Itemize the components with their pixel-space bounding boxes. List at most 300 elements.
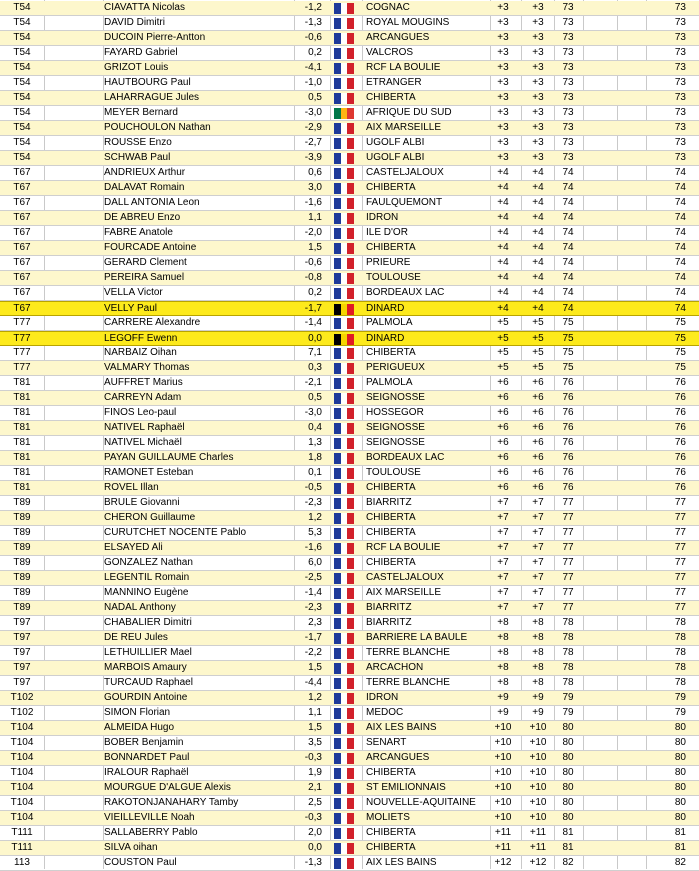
table-row [0, 331, 699, 346]
total-score-cell: 78 [674, 632, 686, 643]
club-cell: BIARRITZ [366, 497, 412, 508]
position-cell: T97 [13, 662, 31, 673]
club-cell: TOULOUSE [366, 272, 421, 283]
total-to-par-cell: +10 [529, 767, 547, 778]
round-score-cell: 80 [562, 797, 574, 808]
handicap-cell: -4,1 [304, 62, 322, 73]
table-row [0, 676, 699, 691]
club-cell: AIX LES BAINS [366, 722, 437, 733]
total-to-par-cell: +3 [532, 47, 544, 58]
handicap-cell: -2,0 [304, 227, 322, 238]
total-to-par-cell: +7 [532, 542, 544, 553]
position-cell: T102 [10, 692, 34, 703]
club-cell: PALMOLA [366, 317, 413, 328]
total-score-cell: 73 [674, 32, 686, 43]
round-to-par-cell: +5 [497, 333, 509, 344]
player-name-cell: BRULE Giovanni [104, 497, 180, 508]
table-row [0, 661, 699, 676]
round-score-cell: 81 [562, 842, 574, 853]
round-score-cell: 80 [562, 752, 574, 763]
round-to-par-cell: +7 [497, 527, 509, 538]
table-row [0, 481, 699, 496]
total-score-cell: 79 [674, 707, 686, 718]
flag-icon [334, 78, 354, 89]
round-score-cell: 74 [562, 167, 574, 178]
position-cell: T89 [13, 542, 31, 553]
player-name-cell: DALL ANTONIA Leon [104, 197, 200, 208]
round-to-par-cell: +8 [497, 662, 509, 673]
total-score-cell: 82 [674, 857, 686, 868]
club-cell: IDRON [366, 692, 399, 703]
player-name-cell: GRIZOT Louis [104, 62, 169, 73]
position-cell: T54 [13, 107, 31, 118]
round-to-par-cell: +8 [497, 647, 509, 658]
player-name-cell: PAYAN GUILLAUME Charles [104, 452, 234, 463]
handicap-cell: 0,4 [308, 422, 322, 433]
round-to-par-cell: +3 [497, 137, 509, 148]
position-cell: T77 [13, 333, 31, 344]
total-to-par-cell: +3 [532, 32, 544, 43]
flag-icon [334, 483, 354, 494]
round-score-cell: 77 [562, 602, 574, 613]
round-to-par-cell: +5 [497, 317, 509, 328]
player-name-cell: VIEILLEVILLE Noah [104, 812, 195, 823]
flag-icon [334, 423, 354, 434]
table-row [0, 841, 699, 856]
round-score-cell: 73 [562, 77, 574, 88]
position-cell: T81 [13, 377, 31, 388]
round-score-cell: 74 [562, 303, 574, 314]
flag-icon [334, 453, 354, 464]
total-to-par-cell: +6 [532, 407, 544, 418]
club-cell: AFRIQUE DU SUD [366, 107, 452, 118]
player-name-cell: DALAVAT Romain [104, 182, 185, 193]
total-score-cell: 80 [674, 812, 686, 823]
table-row [0, 151, 699, 166]
position-cell: T81 [13, 422, 31, 433]
round-score-cell: 76 [562, 437, 574, 448]
handicap-cell: -1,3 [304, 17, 322, 28]
total-to-par-cell: +6 [532, 467, 544, 478]
position-cell: T54 [13, 137, 31, 148]
round-to-par-cell: +6 [497, 407, 509, 418]
club-cell: ETRANGER [366, 77, 422, 88]
position-cell: T67 [13, 182, 31, 193]
flag-icon [334, 304, 354, 315]
handicap-cell: -2,1 [304, 377, 322, 388]
handicap-cell: 7,1 [308, 347, 322, 358]
club-cell: BIARRITZ [366, 602, 412, 613]
player-name-cell: COUSTON Paul [104, 857, 177, 868]
club-cell: CHIBERTA [366, 527, 416, 538]
club-cell: COGNAC [366, 2, 410, 13]
player-name-cell: FOURCADE Antoine [104, 242, 197, 253]
round-to-par-cell: +10 [494, 812, 512, 823]
club-cell: BIARRITZ [366, 617, 412, 628]
round-to-par-cell: +4 [497, 242, 509, 253]
round-to-par-cell: +10 [494, 737, 512, 748]
flag-icon [334, 378, 354, 389]
total-to-par-cell: +3 [532, 92, 544, 103]
handicap-cell: -1,0 [304, 77, 322, 88]
round-score-cell: 73 [562, 2, 574, 13]
round-to-par-cell: +3 [497, 2, 509, 13]
round-score-cell: 73 [562, 62, 574, 73]
flag-icon [334, 753, 354, 764]
round-score-cell: 73 [562, 92, 574, 103]
total-score-cell: 77 [674, 497, 686, 508]
handicap-cell: -3,0 [304, 407, 322, 418]
total-to-par-cell: +3 [532, 107, 544, 118]
table-row [0, 391, 699, 406]
player-name-cell: ELSAYED Ali [104, 542, 163, 553]
total-to-par-cell: +3 [532, 122, 544, 133]
flag-icon [334, 693, 354, 704]
total-score-cell: 76 [674, 392, 686, 403]
total-score-cell: 73 [674, 107, 686, 118]
club-cell: MEDOC [366, 707, 404, 718]
club-cell: SEIGNOSSE [366, 422, 425, 433]
handicap-cell: 0,1 [308, 467, 322, 478]
round-to-par-cell: +12 [494, 857, 512, 868]
table-row [0, 736, 699, 751]
round-to-par-cell: +10 [494, 722, 512, 733]
handicap-cell: 1,5 [308, 242, 322, 253]
position-cell: T67 [13, 227, 31, 238]
flag-icon [334, 678, 354, 689]
club-cell: DINARD [366, 333, 405, 344]
handicap-cell: 0,5 [308, 392, 322, 403]
total-score-cell: 80 [674, 767, 686, 778]
total-to-par-cell: +10 [529, 752, 547, 763]
table-row [0, 46, 699, 61]
position-cell: T81 [13, 437, 31, 448]
round-to-par-cell: +4 [497, 167, 509, 178]
flag-icon [334, 213, 354, 224]
total-to-par-cell: +5 [532, 347, 544, 358]
handicap-cell: 3,5 [308, 737, 322, 748]
total-to-par-cell: +10 [529, 737, 547, 748]
round-to-par-cell: +10 [494, 752, 512, 763]
handicap-cell: 1,5 [308, 722, 322, 733]
handicap-cell: 0,2 [308, 287, 322, 298]
round-score-cell: 80 [562, 737, 574, 748]
table-row [0, 571, 699, 586]
total-to-par-cell: +11 [529, 842, 547, 853]
table-row [0, 811, 699, 826]
total-score-cell: 75 [674, 317, 686, 328]
flag-icon [334, 33, 354, 44]
position-cell: T104 [10, 767, 34, 778]
total-score-cell: 74 [674, 167, 686, 178]
player-name-cell: MOURGUE D'ALGUE Alexis [104, 782, 231, 793]
round-score-cell: 82 [562, 857, 574, 868]
club-cell: TERRE BLANCHE [366, 647, 450, 658]
player-name-cell: CHERON Guillaume [104, 512, 196, 523]
club-cell: NOUVELLE-AQUITAINE [366, 797, 476, 808]
handicap-cell: -1,7 [304, 303, 322, 314]
table-row [0, 526, 699, 541]
position-cell: T89 [13, 572, 31, 583]
handicap-cell: 2,5 [308, 797, 322, 808]
handicap-cell: -1,7 [304, 632, 322, 643]
round-to-par-cell: +11 [494, 842, 512, 853]
handicap-cell: 0,6 [308, 167, 322, 178]
round-to-par-cell: +3 [497, 47, 509, 58]
table-row [0, 541, 699, 556]
table-row [0, 751, 699, 766]
player-name-cell: NARBAIZ Oihan [104, 347, 177, 358]
handicap-cell: -3,9 [304, 152, 322, 163]
total-to-par-cell: +4 [532, 242, 544, 253]
flag-icon [334, 828, 354, 839]
round-to-par-cell: +5 [497, 362, 509, 373]
round-to-par-cell: +3 [497, 92, 509, 103]
total-to-par-cell: +10 [529, 722, 547, 733]
handicap-cell: -2,2 [304, 647, 322, 658]
flag-icon [334, 18, 354, 29]
handicap-cell: -0,8 [304, 272, 322, 283]
total-score-cell: 80 [674, 797, 686, 808]
flag-icon [334, 663, 354, 674]
player-name-cell: DUCOIN Pierre-Antton [104, 32, 206, 43]
total-score-cell: 74 [674, 287, 686, 298]
club-cell: CASTELJALOUX [366, 572, 444, 583]
club-cell: TOULOUSE [366, 467, 421, 478]
total-score-cell: 78 [674, 662, 686, 673]
total-score-cell: 73 [674, 152, 686, 163]
flag-icon [334, 738, 354, 749]
player-name-cell: BOBER Benjamin [104, 737, 184, 748]
handicap-cell: -0,5 [304, 482, 322, 493]
total-score-cell: 76 [674, 437, 686, 448]
round-score-cell: 74 [562, 227, 574, 238]
total-score-cell: 77 [674, 572, 686, 583]
total-score-cell: 76 [674, 377, 686, 388]
total-score-cell: 75 [674, 362, 686, 373]
total-to-par-cell: +4 [532, 303, 544, 314]
flag-icon [334, 438, 354, 449]
table-row [0, 301, 699, 316]
round-score-cell: 73 [562, 32, 574, 43]
position-cell: T54 [13, 152, 31, 163]
total-to-par-cell: +7 [532, 527, 544, 538]
handicap-cell: 1,2 [308, 512, 322, 523]
table-row [0, 376, 699, 391]
handicap-cell: -2,3 [304, 497, 322, 508]
club-cell: CHIBERTA [366, 512, 416, 523]
total-score-cell: 74 [674, 303, 686, 314]
handicap-cell: -4,4 [304, 677, 322, 688]
flag-icon [334, 558, 354, 569]
table-row [0, 646, 699, 661]
player-name-cell: CHABALIER Dimitri [104, 617, 192, 628]
club-cell: DINARD [366, 303, 405, 314]
club-cell: AIX LES BAINS [366, 857, 437, 868]
table-row [0, 616, 699, 631]
player-name-cell: VALMARY Thomas [104, 362, 190, 373]
total-to-par-cell: +6 [532, 452, 544, 463]
flag-icon [334, 363, 354, 374]
round-to-par-cell: +7 [497, 542, 509, 553]
club-cell: CHIBERTA [366, 182, 416, 193]
total-to-par-cell: +4 [532, 272, 544, 283]
table-row [0, 631, 699, 646]
round-to-par-cell: +10 [494, 767, 512, 778]
position-cell: T67 [13, 272, 31, 283]
round-to-par-cell: +6 [497, 467, 509, 478]
total-score-cell: 80 [674, 722, 686, 733]
round-score-cell: 76 [562, 482, 574, 493]
player-name-cell: SILVA oihan [104, 842, 158, 853]
round-score-cell: 79 [562, 692, 574, 703]
table-row [0, 91, 699, 106]
total-score-cell: 74 [674, 197, 686, 208]
table-row [0, 286, 699, 301]
total-to-par-cell: +10 [529, 812, 547, 823]
player-name-cell: CIAVATTA Nicolas [104, 2, 185, 13]
total-score-cell: 73 [674, 77, 686, 88]
handicap-cell: 5,3 [308, 527, 322, 538]
player-name-cell: BONNARDET Paul [104, 752, 190, 763]
total-score-cell: 77 [674, 557, 686, 568]
table-row [0, 421, 699, 436]
position-cell: T97 [13, 647, 31, 658]
player-name-cell: DE ABREU Enzo [104, 212, 181, 223]
total-to-par-cell: +7 [532, 587, 544, 598]
round-score-cell: 75 [562, 347, 574, 358]
player-name-cell: LETHUILLIER Mael [104, 647, 192, 658]
club-cell: ARCANGUES [366, 32, 430, 43]
total-score-cell: 73 [674, 2, 686, 13]
table-row [0, 1, 699, 16]
total-score-cell: 76 [674, 467, 686, 478]
total-to-par-cell: +7 [532, 512, 544, 523]
total-to-par-cell: +7 [532, 497, 544, 508]
player-name-cell: PEREIRA Samuel [104, 272, 185, 283]
total-to-par-cell: +8 [532, 677, 544, 688]
flag-icon [334, 108, 354, 119]
round-score-cell: 76 [562, 407, 574, 418]
table-row [0, 196, 699, 211]
round-to-par-cell: +3 [497, 32, 509, 43]
table-row [0, 181, 699, 196]
total-score-cell: 81 [674, 827, 686, 838]
table-row [0, 556, 699, 571]
round-to-par-cell: +6 [497, 392, 509, 403]
total-score-cell: 73 [674, 47, 686, 58]
total-score-cell: 80 [674, 752, 686, 763]
position-cell: T97 [13, 617, 31, 628]
table-row [0, 406, 699, 421]
total-to-par-cell: +7 [532, 572, 544, 583]
flag-icon [334, 528, 354, 539]
club-cell: BARRIERE LA BAULE [366, 632, 468, 643]
player-name-cell: CARREYN Adam [104, 392, 182, 403]
handicap-cell: -1,6 [304, 197, 322, 208]
flag-icon [334, 858, 354, 869]
position-cell: T81 [13, 452, 31, 463]
club-cell: PERIGUEUX [366, 362, 425, 373]
player-name-cell: NATIVEL Michaël [104, 437, 182, 448]
player-name-cell: FAYARD Gabriel [104, 47, 178, 58]
total-score-cell: 78 [674, 677, 686, 688]
flag-icon [334, 468, 354, 479]
player-name-cell: GOURDIN Antoine [104, 692, 188, 703]
round-score-cell: 75 [562, 317, 574, 328]
position-cell: T54 [13, 62, 31, 73]
flag-icon [334, 334, 354, 345]
position-cell: T81 [13, 482, 31, 493]
total-score-cell: 75 [674, 333, 686, 344]
handicap-cell: -3,0 [304, 107, 322, 118]
flag-icon [334, 198, 354, 209]
flag-icon [334, 408, 354, 419]
table-row [0, 361, 699, 376]
round-to-par-cell: +9 [497, 707, 509, 718]
handicap-cell: 1,9 [308, 767, 322, 778]
round-to-par-cell: +3 [497, 122, 509, 133]
round-score-cell: 78 [562, 632, 574, 643]
table-row [0, 211, 699, 226]
round-score-cell: 76 [562, 467, 574, 478]
table-row [0, 721, 699, 736]
round-to-par-cell: +10 [494, 797, 512, 808]
round-score-cell: 74 [562, 197, 574, 208]
player-name-cell: SALLABERRY Pablo [104, 827, 198, 838]
round-score-cell: 74 [562, 257, 574, 268]
flag-icon [334, 543, 354, 554]
handicap-cell: -0,3 [304, 812, 322, 823]
club-cell: CHIBERTA [366, 92, 416, 103]
player-name-cell: ROVEL Illan [104, 482, 159, 493]
round-score-cell: 73 [562, 47, 574, 58]
flag-icon [334, 93, 354, 104]
player-name-cell: LEGENTIL Romain [104, 572, 190, 583]
total-score-cell: 79 [674, 692, 686, 703]
player-name-cell: ROUSSE Enzo [104, 137, 172, 148]
position-cell: T104 [10, 752, 34, 763]
player-name-cell: AUFFRET Marius [104, 377, 183, 388]
table-row [0, 316, 699, 331]
round-score-cell: 73 [562, 137, 574, 148]
handicap-cell: 0,5 [308, 92, 322, 103]
round-score-cell: 74 [562, 272, 574, 283]
position-cell: T67 [13, 303, 31, 314]
position-cell: T111 [11, 842, 33, 853]
player-name-cell: MEYER Bernard [104, 107, 178, 118]
round-score-cell: 76 [562, 377, 574, 388]
position-cell: T81 [13, 392, 31, 403]
club-cell: CHIBERTA [366, 842, 416, 853]
handicap-cell: -2,3 [304, 602, 322, 613]
flag-icon [334, 348, 354, 359]
total-to-par-cell: +3 [532, 2, 544, 13]
round-score-cell: 78 [562, 677, 574, 688]
player-name-cell: ANDRIEUX Arthur [104, 167, 186, 178]
position-cell: T104 [10, 782, 34, 793]
round-score-cell: 80 [562, 722, 574, 733]
flag-icon [334, 393, 354, 404]
total-to-par-cell: +11 [529, 827, 547, 838]
total-to-par-cell: +3 [532, 62, 544, 73]
handicap-cell: 2,3 [308, 617, 322, 628]
player-name-cell: NATIVEL Raphaël [104, 422, 185, 433]
total-score-cell: 76 [674, 407, 686, 418]
handicap-cell: 1,8 [308, 452, 322, 463]
total-score-cell: 73 [674, 62, 686, 73]
handicap-cell: -0,6 [304, 32, 322, 43]
